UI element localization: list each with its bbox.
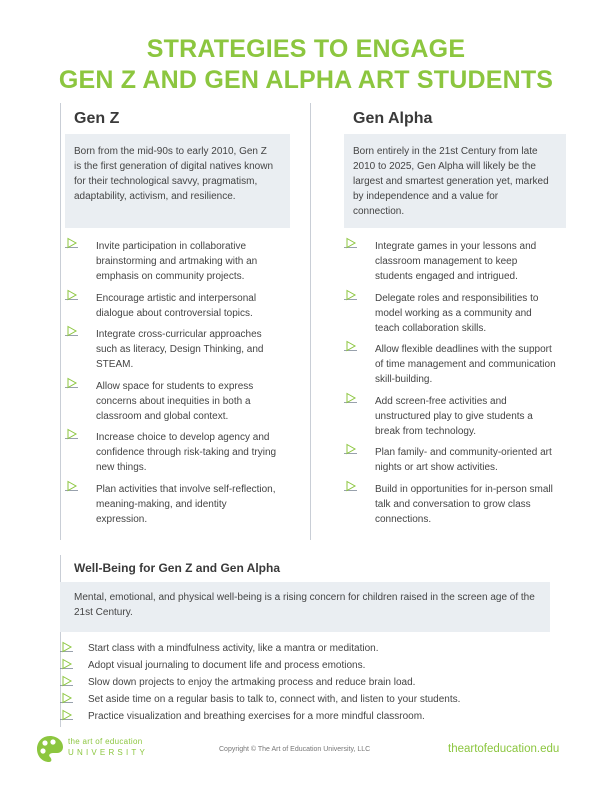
genalpha-list-item-text: Add screen-free activities and unstructured play to give students a break from technology.	[375, 395, 533, 437]
genz-description: Born from the mid-90s to early 2010, Gen Z is the first generation of digital natives known for their technological savvy, pragmatism, adaptability, activism, and resilience.	[65, 134, 290, 228]
genalpha-list-item-text: Plan family- and community-oriented art nights or art show activities.	[375, 447, 552, 473]
genz-left-rule	[60, 103, 61, 540]
arrow-right-outline-icon	[60, 641, 73, 655]
genz-list-item	[65, 239, 290, 284]
wellbeing-section	[60, 555, 550, 725]
center-rule	[310, 103, 311, 540]
website-link[interactable]: theartofeducation.edu	[448, 743, 560, 755]
page-title	[0, 34, 612, 96]
wellbeing-list-item	[60, 640, 550, 657]
paint-palette-logo-icon	[36, 734, 64, 764]
wellbeing-list-item	[60, 657, 550, 674]
genz-list-item	[65, 327, 290, 372]
wellbeing-list-item-text: Start class with a mindfulness activity, like a mantra or meditation.	[88, 643, 379, 654]
arrow-right-outline-icon	[60, 658, 73, 672]
arrow-right-outline-icon	[344, 480, 357, 494]
genalpha-list-item-text: Build in opportunities for in-person small talk and conversation to grow class connections.	[375, 483, 553, 525]
genz-list-item	[65, 430, 290, 475]
title-line-1: STRATEGIES TO ENGAGE	[146, 35, 466, 63]
genz-list-item-text: Allow space for students to express concerns about inequities in both a classroom and global context.	[96, 380, 254, 422]
wellbeing-list-item-text: Slow down projects to enjoy the artmaking process and reduce brain load.	[88, 677, 416, 688]
arrow-right-outline-icon	[65, 289, 78, 303]
arrow-right-outline-icon	[344, 289, 357, 303]
arrow-right-outline-icon	[65, 237, 78, 251]
genz-list-item	[65, 379, 290, 424]
arrow-right-outline-icon	[344, 237, 357, 251]
genalpha-list-item	[344, 445, 566, 475]
genalpha-description: Born entirely in the 21st Century from late 2010 to 2025, Gen Alpha will likely be the largest and smartest generation yet, marked by independence and a value for connection.	[344, 134, 566, 228]
genalpha-list-item	[344, 291, 566, 336]
genz-list-item-text: Increase choice to develop agency and confidence through risk-taking and trying new things.	[96, 432, 277, 473]
wellbeing-list-item	[60, 691, 550, 708]
genz-list-item-text: Integrate cross-curricular approaches such as literacy, Design Thinking, and STEAM.	[96, 329, 264, 370]
genalpha-list-item	[344, 394, 566, 439]
genalpha-list	[344, 239, 566, 527]
arrow-right-outline-icon	[60, 692, 73, 706]
logo-text-line-2: UNIVERSITY	[68, 748, 149, 757]
arrow-right-outline-icon	[65, 480, 78, 494]
genalpha-list-item	[344, 239, 566, 284]
genz-list-item-text: Plan activities that involve self-reflection, meaning-making, and identity expression.	[96, 483, 276, 525]
genz-list-item	[65, 482, 290, 527]
genalpha-list-item-text: Integrate games in your lessons and classroom management to keep students engaged and intrigued.	[375, 241, 537, 282]
genalpha-list-item-text: Delegate roles and responsibilities to model working as a community and teach collaboration skills.	[375, 292, 539, 334]
wellbeing-list-item-text: Set aside time on a regular basis to talk to, connect with, and listen to your students.	[88, 694, 461, 705]
genalpha-list-item-text: Allow flexible deadlines with the support of time management and communication skill-building.	[375, 344, 556, 385]
genz-list	[65, 239, 290, 527]
arrow-right-outline-icon	[65, 428, 78, 442]
logo-text-line-1: the art of education	[68, 737, 143, 746]
wellbeing-list-item	[60, 674, 550, 691]
arrow-right-outline-icon	[65, 377, 78, 391]
arrow-right-outline-icon	[65, 325, 78, 339]
copyright-notice: Copyright © The Art of Education University, LLC	[219, 746, 371, 753]
wellbeing-list-item-text: Practice visualization and breathing exercises for a more mindful classroom.	[88, 711, 425, 722]
genalpha-heading: Gen Alpha	[353, 110, 433, 127]
genz-list-item-text: Encourage artistic and interpersonal dialogue about controversial topics.	[96, 292, 257, 319]
wellbeing-list-item	[60, 708, 550, 725]
title-line-2: GEN Z AND GEN ALPHA ART STUDENTS	[58, 66, 554, 94]
genz-column	[65, 104, 290, 533]
genalpha-list-item	[344, 482, 566, 527]
arrow-right-outline-icon	[60, 709, 73, 723]
genz-list-item-text: Invite participation in collaborative brainstorming and artmaking with an emphasis on community projects.	[96, 241, 258, 282]
genalpha-column	[344, 104, 566, 533]
wellbeing-list	[60, 640, 550, 725]
arrow-right-outline-icon	[60, 675, 73, 689]
genz-list-item	[65, 291, 290, 321]
arrow-right-outline-icon	[344, 392, 357, 406]
wellbeing-description: Mental, emotional, and physical well-being is a rising concern for children raised in the screen age of the 21st Century.	[60, 582, 550, 632]
wellbeing-heading: Well-Being for Gen Z and Gen Alpha	[74, 561, 281, 575]
genalpha-list-item	[344, 342, 566, 387]
genz-heading: Gen Z	[74, 110, 120, 127]
wellbeing-list-item-text: Adopt visual journaling to document life and process emotions.	[88, 660, 366, 671]
footer	[0, 732, 612, 768]
arrow-right-outline-icon	[344, 443, 357, 457]
arrow-right-outline-icon	[344, 340, 357, 354]
